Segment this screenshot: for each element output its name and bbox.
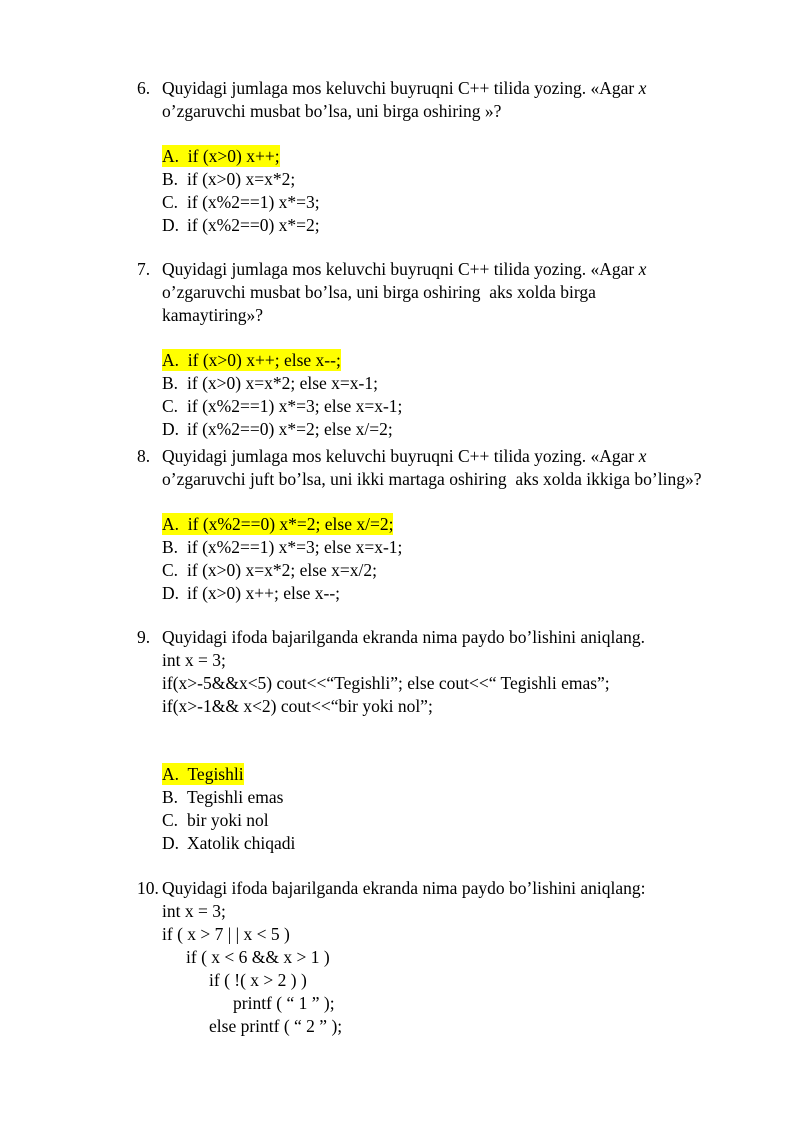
option-a: A. Tegishli bbox=[162, 764, 244, 784]
option-c: C. if (x%2==1) x*=3; else x=x-1; bbox=[162, 396, 403, 416]
question-number: 7. bbox=[137, 259, 151, 279]
option-c: C. bir yoki nol bbox=[162, 810, 269, 830]
code-line: if ( x > 7 | | x < 5 ) bbox=[162, 924, 290, 944]
code-line: if(x>-1&& x<2) cout<<“bir yoki nol”; bbox=[162, 696, 433, 716]
option-d: D. if (x%2==0) x*=2; else x/=2; bbox=[162, 419, 393, 439]
code-line: if(x>-5&&x<5) cout<<“Tegishli”; else cout<<“ Tegishli emas”; bbox=[162, 673, 610, 693]
option-a: A. if (x%2==0) x*=2; else x/=2; bbox=[162, 514, 394, 534]
code-line: printf ( “ 1 ” ); bbox=[233, 993, 335, 1013]
option-b: B. if (x%2==1) x*=3; else x=x-1; bbox=[162, 537, 403, 557]
option-d: D. if (x%2==0) x*=2; bbox=[162, 215, 320, 235]
question-prompt-line: Quyidagi ifoda bajarilganda ekranda nima paydo bo’lishini aniqlang: bbox=[162, 878, 646, 898]
option-b: B. if (x>0) x=x*2; bbox=[162, 169, 296, 189]
code-line: else printf ( “ 2 ” ); bbox=[209, 1016, 343, 1036]
code-line: int x = 3; bbox=[162, 901, 226, 921]
code-line: int x = 3; bbox=[162, 650, 226, 670]
question-prompt-line: Quyidagi jumlaga mos keluvchi buyruqni C++ tilida yozing. «Agar x bbox=[162, 446, 647, 466]
option-c: C. if (x%2==1) x*=3; bbox=[162, 192, 320, 212]
option-c: C. if (x>0) x=x*2; else x=x/2; bbox=[162, 560, 377, 580]
question-number: 8. bbox=[137, 446, 151, 466]
question-prompt-line: o’zgaruvchi musbat bo’lsa, uni birga oshiring »? bbox=[162, 101, 502, 121]
question-number: 6. bbox=[137, 78, 151, 98]
code-line: if ( !( x > 2 ) ) bbox=[209, 970, 307, 990]
question-prompt-line: o’zgaruvchi juft bo’lsa, uni ikki martaga oshiring aks xolda ikkiga bo’ling»? bbox=[162, 469, 702, 489]
question-number: 9. bbox=[137, 627, 151, 647]
question-number: 10. bbox=[137, 878, 159, 898]
option-b: B. if (x>0) x=x*2; else x=x-1; bbox=[162, 373, 378, 393]
question-prompt-line: kamaytiring»? bbox=[162, 305, 264, 325]
question-prompt-line: o’zgaruvchi musbat bo’lsa, uni birga oshiring aks xolda birga bbox=[162, 282, 596, 302]
question-prompt-line: Quyidagi ifoda bajarilganda ekranda nima paydo bo’lishini aniqlang. bbox=[162, 627, 646, 647]
option-a: A. if (x>0) x++; else x--; bbox=[162, 350, 341, 370]
option-b: B. Tegishli emas bbox=[162, 787, 284, 807]
question-prompt-line: Quyidagi jumlaga mos keluvchi buyruqni C++ tilida yozing. «Agar x bbox=[162, 78, 647, 98]
question-prompt-line: Quyidagi jumlaga mos keluvchi buyruqni C++ tilida yozing. «Agar x bbox=[162, 259, 647, 279]
option-d: D. if (x>0) x++; else x--; bbox=[162, 583, 341, 603]
option-a: A. if (x>0) x++; bbox=[162, 146, 280, 166]
option-d: D. Xatolik chiqadi bbox=[162, 833, 296, 853]
code-line: if ( x < 6 && x > 1 ) bbox=[186, 947, 330, 967]
